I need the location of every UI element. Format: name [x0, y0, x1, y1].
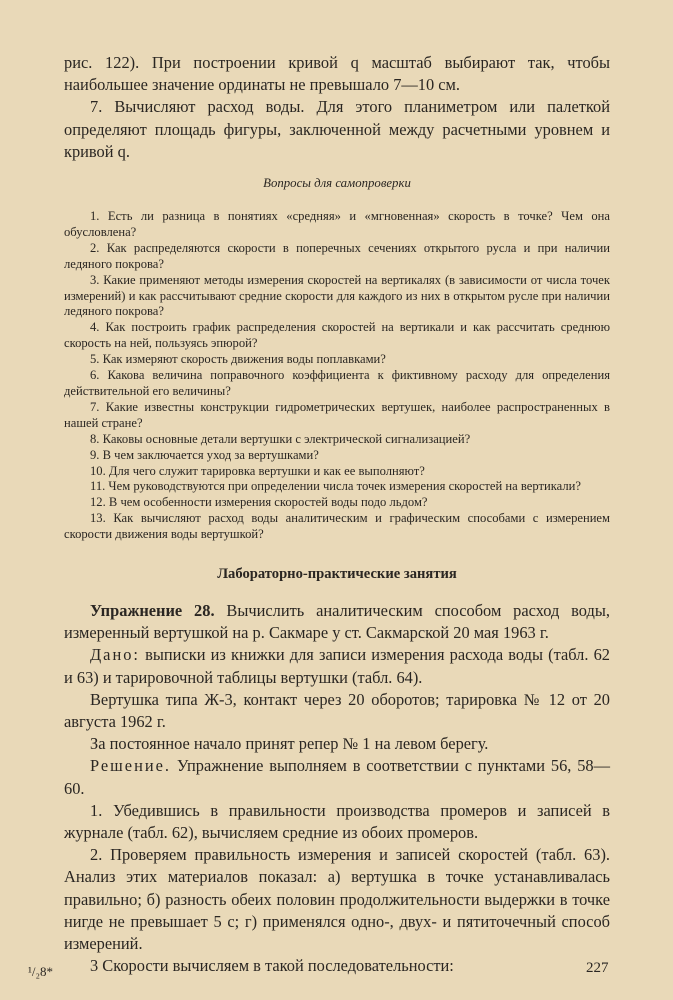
question-item: 9. В чем заключается уход за вертушками?: [90, 447, 319, 462]
question-item: 5. Как измеряют скорость движения воды поплавками?: [90, 352, 386, 367]
top-paragraph-item7: 7. Вычисляют расход воды. Для этого планиметром или палеткой определяют площадь фигуры, заключенной между расчетными уровнем и кривой q.: [64, 97, 610, 161]
given-body: выписки из книжки для записи измерения расхода воды (табл. 62 и 63) и тарировочной таблицы вертушки (табл. 64).: [64, 645, 610, 687]
questions-list: [64, 209, 610, 543]
question-item: 4. Как построить график распределения скоростей на вертикали и как рассчитать среднюю скорость на ней, пользуясь эпюрой?: [64, 320, 610, 351]
exercise-text: [64, 600, 610, 977]
given-paragraph: [64, 644, 610, 688]
section-title: Лабораторно-практические занятия: [217, 566, 457, 582]
top-text: [64, 52, 610, 163]
question-item: 1. Есть ли разница в понятиях «средняя» и «мгновенная» скорость в точке? Чем она обусловлена?: [64, 209, 610, 239]
top-paragraph-1: рис. 122). При построении кривой q масштаб выбирают так, чтобы наибольшее значение ординаты не превышало 7—10 см.: [64, 53, 610, 95]
question-item: 6. Какова величина поправочного коэффициента к фиктивному расходу для определения действительной его величины?: [64, 368, 610, 398]
step-3-paragraph: 3 Скорости вычисляем в такой последовательности:: [90, 956, 454, 976]
question-item: 7. Какие известны конструкции гидрометрических вертушек, наиболее распространенных в нашей стране?: [64, 399, 610, 430]
question-item: 2. Как распределяются скорости в поперечных сечениях открытого русла и при наличии ледяного покрова?: [64, 240, 610, 271]
start-paragraph: За постоянное начало принят репер № 1 на левом берегу.: [90, 734, 489, 754]
given-label: Дано:: [90, 645, 140, 665]
solution-label: Решение.: [90, 756, 171, 776]
question-item: 3. Какие применяют методы измерения скоростей на вертикалях (в зависимости от числа точек измерений) и как рассчитывают средние скорости для каждого из них в открытом русле при наличии ледяного покрова?: [64, 272, 610, 319]
solution-body: Упражнение выполняем в соответствии с пунктами 56, 58—60.: [64, 756, 610, 798]
question-item: 13. Как вычисляют расход воды аналитическим и графическим способами с измерением скорости движения воды вертушкой?: [64, 511, 610, 542]
question-item: 11. Чем руководствуются при определении числа точек измерения скоростей на вертикали?: [90, 479, 581, 494]
page-number: 227: [586, 960, 609, 976]
question-item: 12. В чем особенности измерения скоростей воды подо льдом?: [90, 495, 428, 510]
step-1-paragraph: 1. Убедившись в правильности производства промеров и записей в журнале (табл. 62), вычисляем средние из обоих промеров.: [64, 800, 610, 843]
questions-title: Вопросы для самопроверки: [263, 176, 411, 190]
exercise-paragraph: [64, 600, 610, 644]
question-item: 10. Для чего служит тарировка вертушки и как ее выполняют?: [90, 463, 425, 478]
solution-paragraph: [64, 755, 610, 799]
step-2-paragraph: 2. Проверяем правильность измерения и записей скоростей (табл. 63). Анализ этих материалов показал: а) вертушка в точке устанавливалась правильно; б) разность обеих половин продолжительности выдержки в точке нигде не превышает 5 с; г) применялся одно-, двух- и пятиточечный способ измерений.: [64, 845, 610, 954]
question-item: 8. Каковы основные детали вертушки с электрической сигнализацией?: [90, 431, 471, 446]
exercise-body: Вычислить аналитическим способом расход воды, измеренный вертушкой на р. Сакмаре у ст. Сакмарской 20 мая 1963 г.: [64, 601, 610, 643]
signature-mark: ¹/₂8*: [28, 964, 54, 979]
vertushka-paragraph: Вертушка типа Ж-3, контакт через 20 оборотов; тарировка № 12 от 20 августа 1962 г.: [64, 689, 610, 732]
exercise-label: Упражнение 28.: [90, 601, 215, 620]
